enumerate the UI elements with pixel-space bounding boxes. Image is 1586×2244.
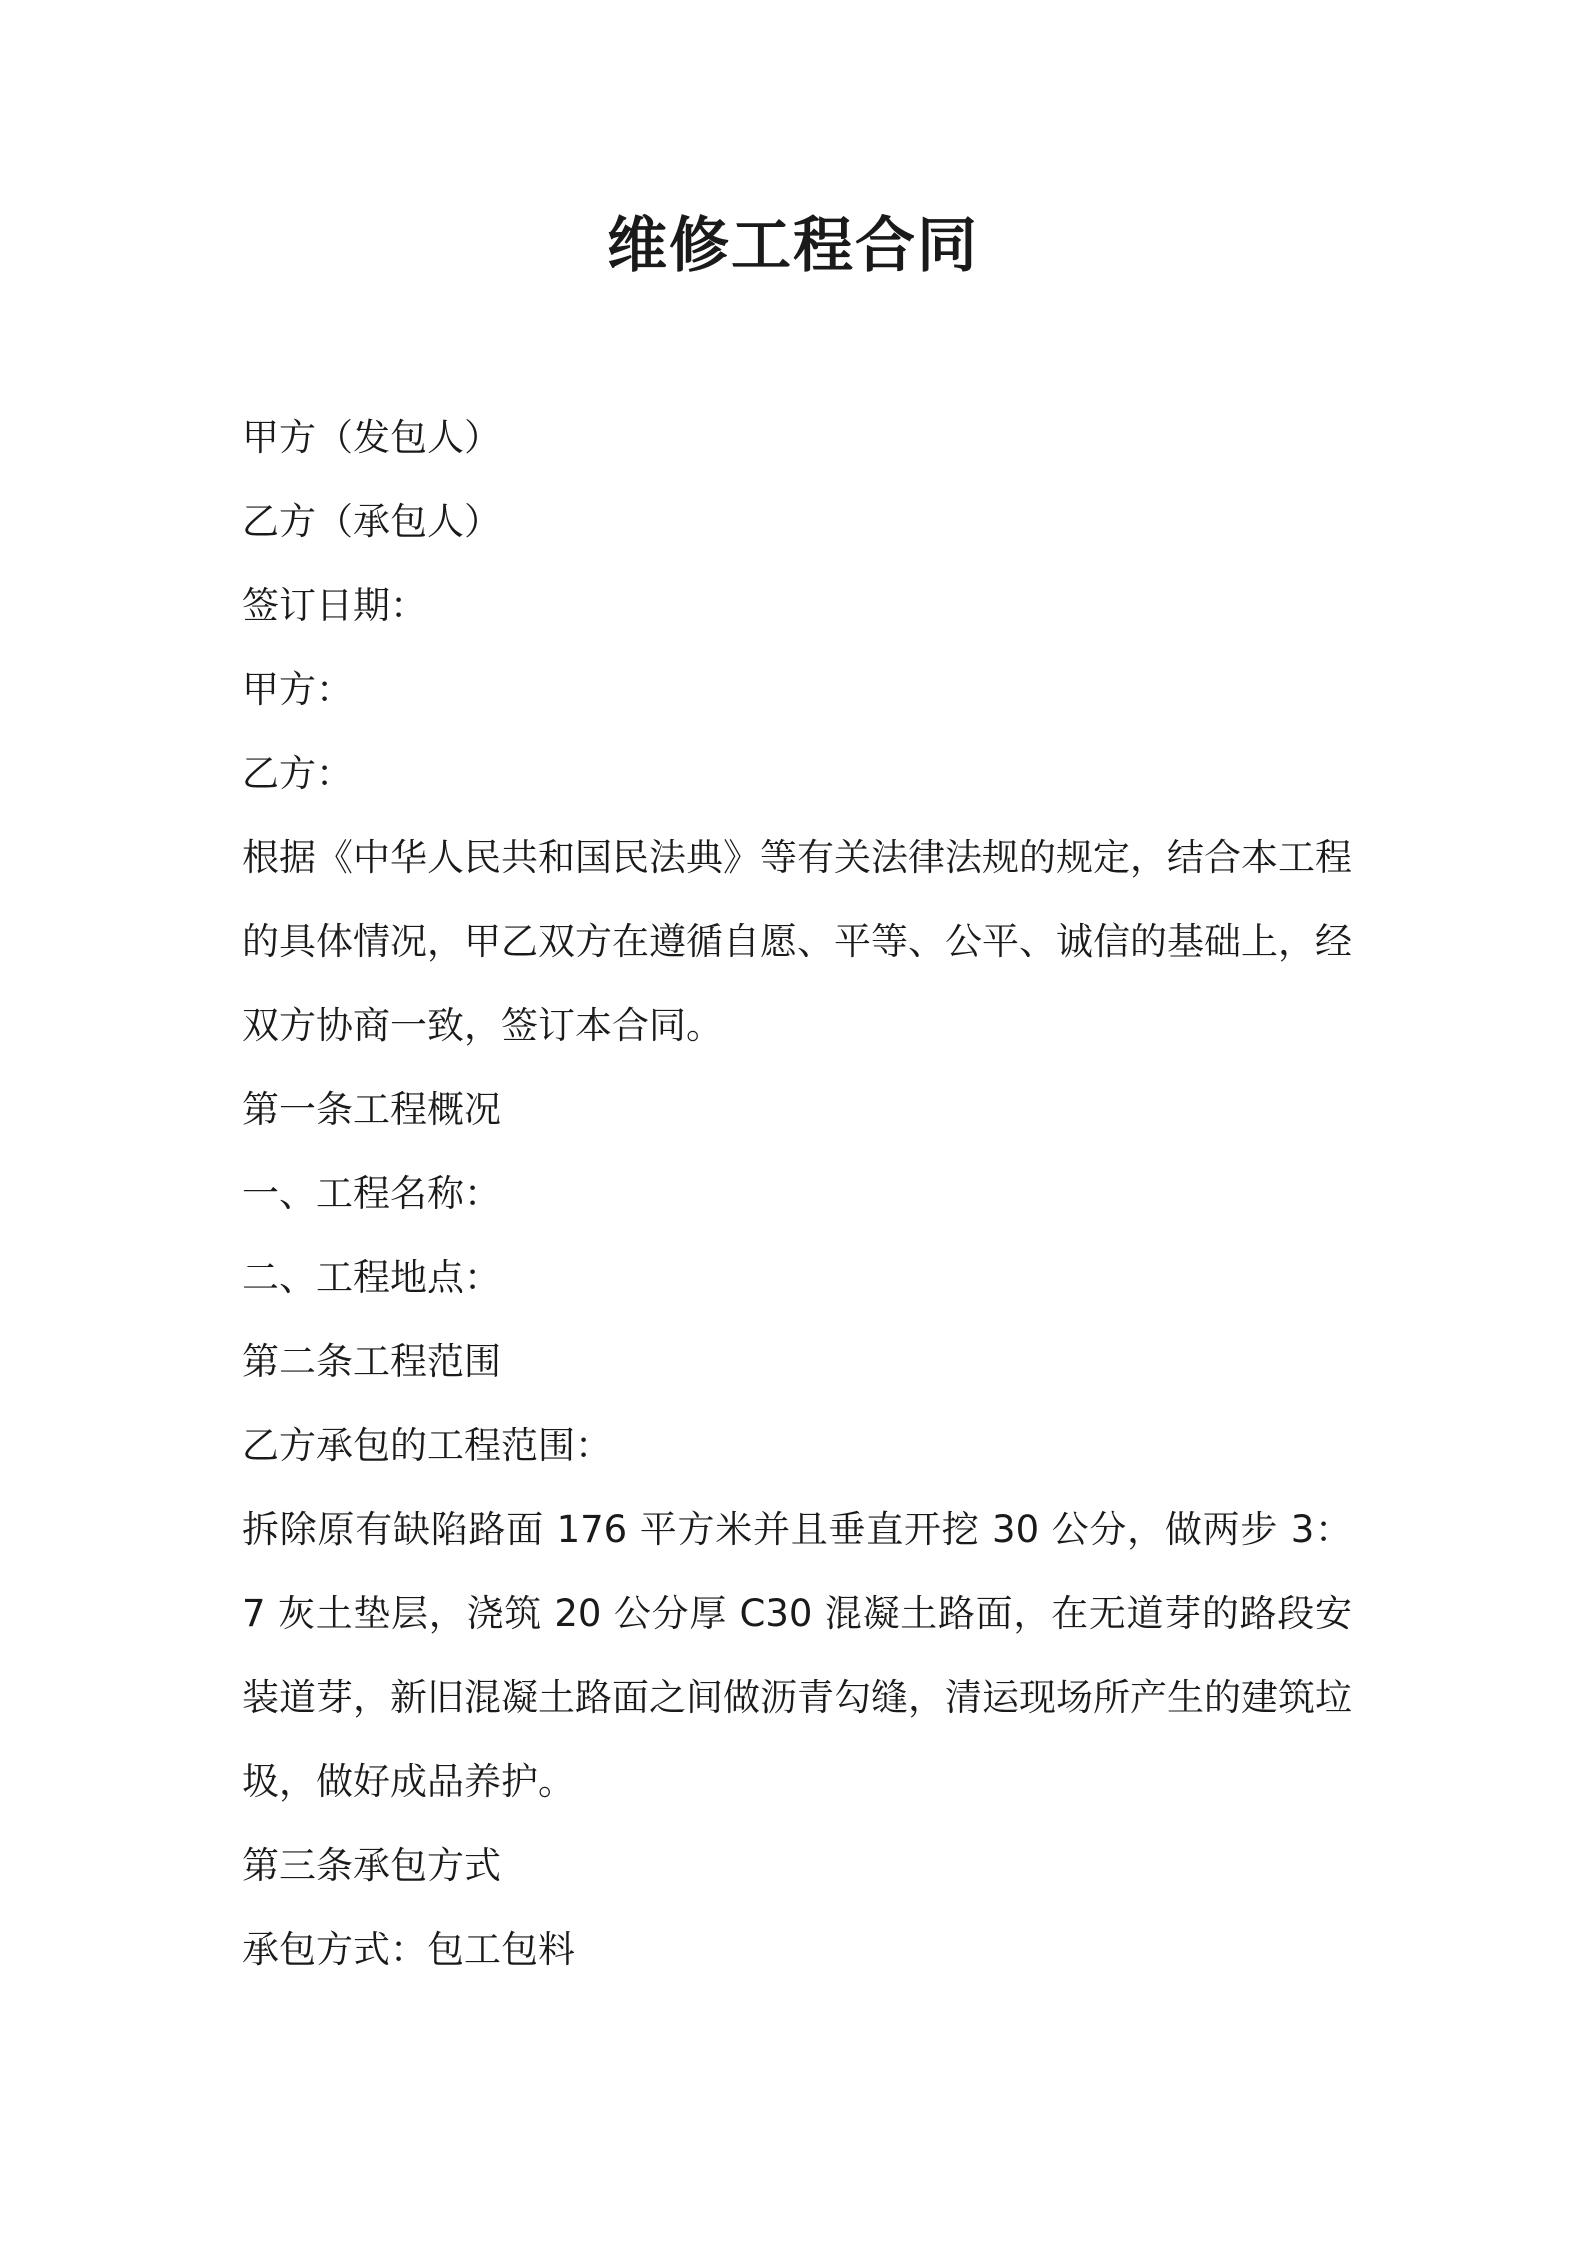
party-b-contractor-line: 乙方（承包人） bbox=[242, 500, 501, 543]
document-title: 维修工程合同 bbox=[607, 211, 979, 281]
scope-detail-paragraph: 拆除原有缺陷路面 176 平方米并且垂直开挖 30 公分，做两步 3：7 灰土垫层，浇筑 20 公分厚 C30 混凝土路面，在无道芽的路段安装道芽，新旧混凝土路面之间做沥青勾缝，清运现场所产生的建筑垃圾，做好成品养护。 bbox=[242, 1508, 1352, 1803]
article1-heading: 第一条工程概况 bbox=[242, 1088, 501, 1131]
signing-date-line: 签订日期： bbox=[242, 584, 427, 627]
project-name-line: 一、工程名称： bbox=[242, 1172, 501, 1215]
article2-heading: 第二条工程范围 bbox=[242, 1340, 501, 1383]
project-location-line: 二、工程地点： bbox=[242, 1256, 501, 1299]
party-b-line: 乙方： bbox=[242, 752, 353, 795]
contract-method-line: 承包方式：包工包料 bbox=[242, 1928, 575, 1971]
article3-heading: 第三条承包方式 bbox=[242, 1844, 501, 1887]
preamble-paragraph: 根据《中华人民共和国民法典》等有关法律法规的规定，结合本工程的具体情况，甲乙双方在遵循自愿、平等、公平、诚信的基础上，经双方协商一致，签订本合同。 bbox=[242, 836, 1352, 1047]
party-a-line: 甲方： bbox=[242, 668, 353, 711]
scope-intro-line: 乙方承包的工程范围： bbox=[242, 1424, 612, 1467]
party-a-client-line: 甲方（发包人） bbox=[242, 416, 501, 459]
